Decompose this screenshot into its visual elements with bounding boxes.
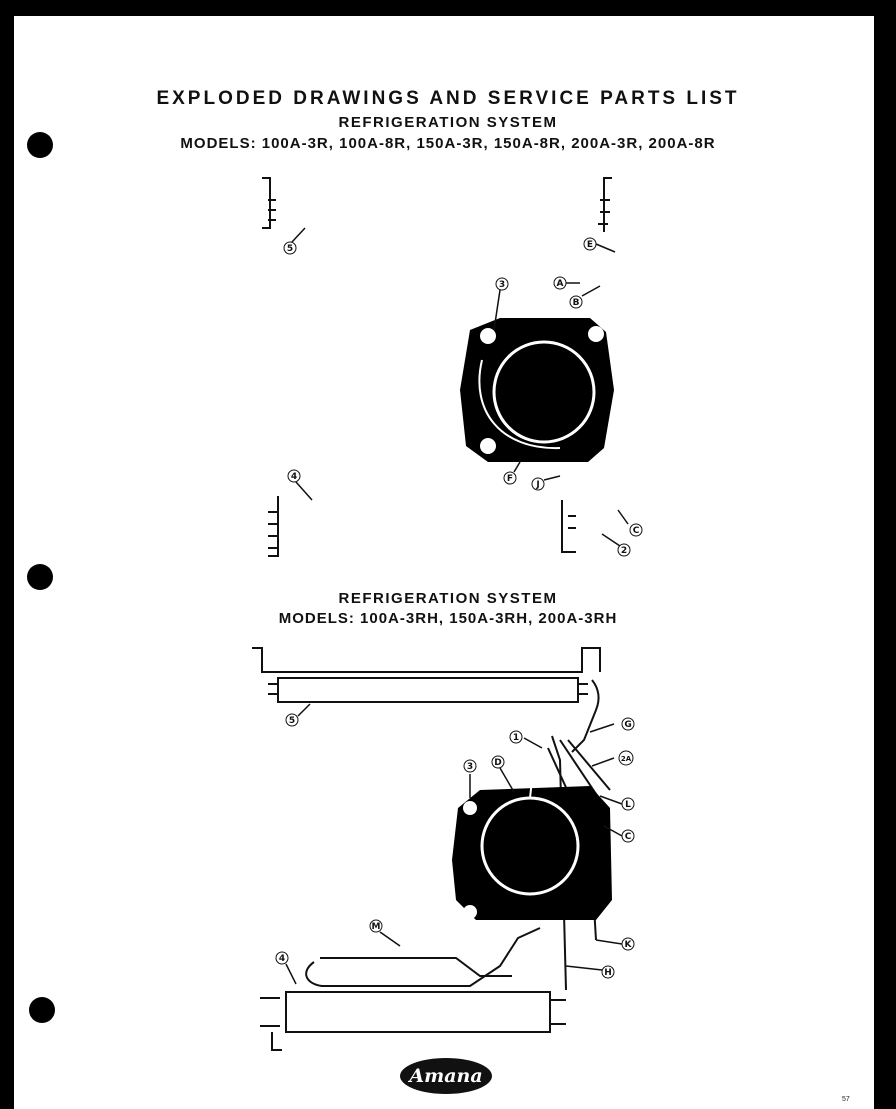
models-line-2: MODELS: 100A-3RH, 150A-3RH, 200A-3RH <box>278 610 618 627</box>
models-line-1: MODELS: 100A-3R, 100A-8R, 150A-3R, 150A-8R, 200A-3R, 200A-8R <box>180 135 716 152</box>
section-title-1: REFRIGERATION SYSTEM <box>338 114 558 131</box>
callout: L <box>625 800 631 810</box>
callout: M <box>371 922 381 932</box>
callout: J <box>536 480 540 490</box>
callout: 3 <box>498 280 506 290</box>
callout: K <box>624 940 632 950</box>
callout: C <box>632 526 640 536</box>
callout: 5 <box>286 244 294 254</box>
callout: E <box>586 240 594 250</box>
page-title: EXPLODED DRAWINGS AND SERVICE PARTS LIST <box>156 88 740 109</box>
callout: 2 <box>620 546 628 556</box>
page-number: 57 <box>842 1096 850 1103</box>
compressor-2 <box>452 744 612 920</box>
callout: 3 <box>466 762 474 772</box>
callout: 2A <box>620 755 632 763</box>
section-title-2: REFRIGERATION SYSTEM <box>338 590 558 607</box>
amana-logo: Amana <box>400 1058 492 1094</box>
callout: 5 <box>288 716 296 726</box>
callout: B <box>572 298 580 308</box>
callout: 4 <box>278 954 286 964</box>
callout: F <box>506 474 514 484</box>
callout: H <box>604 968 612 978</box>
callout: A <box>556 279 564 289</box>
callout: G <box>624 720 632 730</box>
callout: D <box>494 758 502 768</box>
callout: 1 <box>512 733 520 743</box>
callout: C <box>624 832 632 842</box>
callout: 4 <box>290 472 298 482</box>
